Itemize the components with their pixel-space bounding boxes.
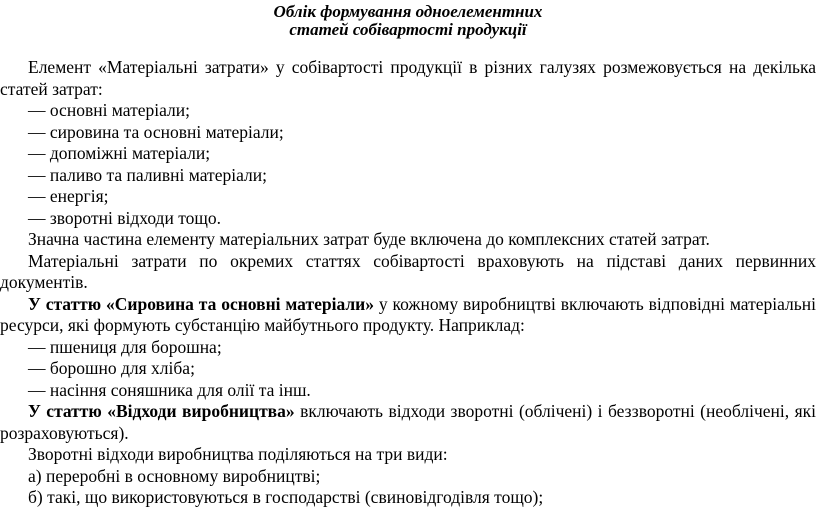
raw-materials-heading: У статтю «Сировина та основні матеріали» bbox=[28, 293, 374, 314]
list-item: — пшениця для борошна; bbox=[28, 336, 222, 357]
paragraph-raw-materials bbox=[0, 294, 816, 337]
list-item: б) такі, що використовуються в господарстві (свиновідгодівля тощо); bbox=[28, 487, 544, 507]
list-item: — основні матеріали; bbox=[28, 100, 190, 120]
list-item: — допоміжні матеріали; bbox=[28, 143, 211, 163]
paragraph-material-share: Значна частина елементу матеріальних затрат буде включена до комплексних статей затрат. bbox=[28, 229, 710, 249]
document-title-line1: Облік формування одноелементних bbox=[273, 2, 543, 21]
document-title-line2: статей собівартості продукції bbox=[289, 20, 527, 39]
raw-materials-text: у кожному виробництві включають відповідні матеріальні ресурси, які формують субстанцію майбутнього продукту. Наприклад: bbox=[0, 293, 816, 335]
list-item: — зворотні відходи тощо. bbox=[28, 207, 221, 228]
production-waste-text: включають відходи зворотні (облічені) і беззворотні (необлічені, які розраховуються). bbox=[0, 401, 816, 443]
document-body bbox=[0, 57, 816, 509]
intro-paragraph: Елемент «Матеріальні затрати» у собівартості продукції в різних галузях розмежовується на декілька статей затрат: bbox=[0, 57, 816, 99]
list-item: — борошно для хліба; bbox=[28, 358, 195, 378]
list-item: а) переробні в основному виробництві; bbox=[28, 465, 321, 486]
list-item: — сировина та основні матеріали; bbox=[28, 121, 284, 142]
list-item: — насіння соняшника для олії та інш. bbox=[28, 379, 311, 400]
paragraph-primary-documents: Матеріальні затрати по окремих статтях собівартості враховують на підставі даних первинних документів. bbox=[0, 250, 816, 292]
list-item: — паливо та паливні матеріали; bbox=[28, 164, 267, 185]
paragraph-production-waste bbox=[0, 401, 816, 444]
paragraph-waste-types: Зворотні відходи виробництва поділяються на три види: bbox=[28, 444, 448, 464]
list-item: — енергія; bbox=[28, 186, 109, 206]
production-waste-heading: У статтю «Відходи виробництва» bbox=[28, 401, 295, 421]
